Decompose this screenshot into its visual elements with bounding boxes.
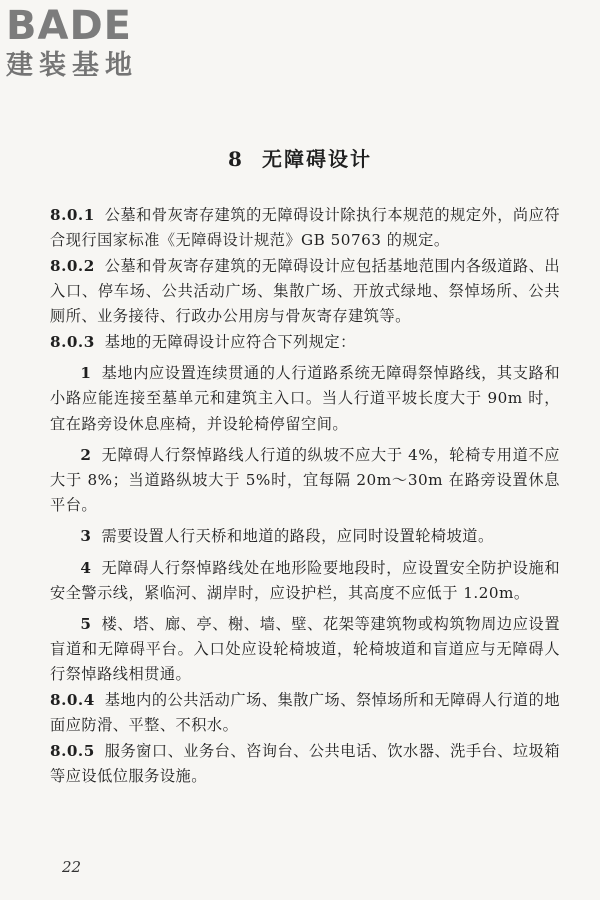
- clause-text: 服务窗口、业务台、咨询台、公共电话、饮水器、洗手台、垃圾箱等应设低位服务设施。: [50, 741, 560, 785]
- clause-text: 公墓和骨灰寄存建筑的无障碍设计应包括基地范围内各级道路、出入口、停车场、公共活动广场、集散广场、开放式绿地、祭悼场所、公共厕所、业务接待、行政办公用房与骨灰寄存建筑等。: [50, 256, 560, 326]
- clause-8-0-3: [50, 330, 560, 355]
- item-text: 无障碍人行祭悼路线处在地形险要地段时，应设置安全防护设施和安全警示线，紧临河、湖岸时，应设护栏，其高度不应低于 1.20m。: [50, 558, 560, 602]
- clause-text: 基地内的公共活动广场、集散广场、祭悼场所和无障碍人行道的地面应防滑、平整、不积水。: [50, 690, 560, 734]
- document-body: [50, 203, 560, 789]
- page-number: 22: [62, 858, 82, 876]
- clause-number: 8.0.4: [50, 690, 95, 709]
- logo: [6, 4, 186, 82]
- chapter-title: 无障碍设计: [261, 147, 372, 171]
- clause-8-0-1: [50, 203, 560, 253]
- item-text: 基地内应设置连续贯通的人行道路系统无障碍祭悼路线，其支路和小路应能连接至墓单元和建筑主入口。当人行道平坡长度大于 90m 时，宜在路旁设休息座椅，并设轮椅停留空间。: [50, 364, 560, 433]
- item-number: 2: [80, 445, 92, 464]
- chapter-number: 8: [228, 147, 244, 171]
- list-item-5: [50, 612, 560, 688]
- item-text: 无障碍人行祭悼路线人行道的纵坡不应大于 4%，轮椅专用道不应大于 8%；当道路纵坡大于 5%时，宜每隔 20m～30m 在路旁设置休息平台。: [50, 445, 560, 515]
- item-text: 需要设置人行天桥和地道的路段，应同时设置轮椅坡道。: [101, 527, 494, 546]
- clause-number: 8.0.3: [50, 333, 95, 352]
- item-number: 5: [80, 615, 92, 634]
- list-item-2: [50, 443, 560, 519]
- clause-text: 公墓和骨灰寄存建筑的无障碍设计除执行本规范的规定外，尚应符合现行国家标准《无障碍设计规范》GB 50763 的规定。: [50, 206, 560, 250]
- item-number: 3: [80, 527, 92, 546]
- clause-8-0-2: [50, 254, 560, 330]
- clause-text: 基地的无障碍设计应符合下列规定：: [104, 333, 356, 352]
- chapter-heading: [0, 143, 600, 172]
- logo-wordmark: BADE: [6, 3, 132, 49]
- clause-8-0-5: [50, 739, 560, 789]
- item-number: 4: [80, 558, 92, 577]
- list-item-1: [50, 361, 560, 437]
- item-text: 楼、塔、廊、亭、榭、墙、壁、花架等建筑物或构筑物周边应设置盲道和无障碍平台。入口处应设轮椅坡道，轮椅坡道和盲道应与无障碍人行祭悼路线相贯通。: [50, 615, 560, 684]
- clause-8-0-4: [50, 688, 560, 738]
- clause-number: 8.0.2: [50, 256, 95, 275]
- list-item-3: [50, 524, 560, 549]
- list-item-4: [50, 556, 560, 606]
- clause-number: 8.0.1: [50, 206, 95, 224]
- logo-subtitle: 建装基地: [6, 50, 138, 81]
- item-number: 1: [80, 364, 92, 383]
- clause-number: 8.0.5: [50, 741, 95, 760]
